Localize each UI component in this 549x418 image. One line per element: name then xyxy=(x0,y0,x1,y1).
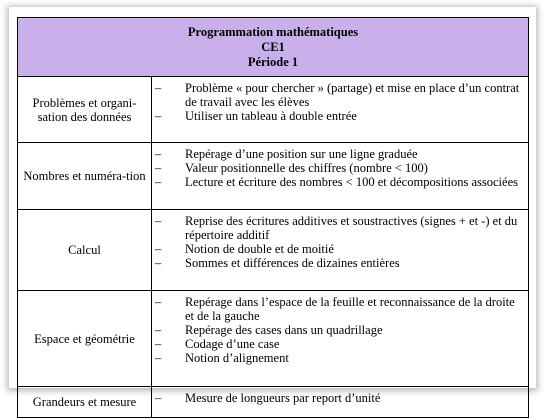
dash-bullet: – xyxy=(155,295,162,309)
dash-bullet: – xyxy=(155,337,162,351)
domain-cell xyxy=(18,387,152,418)
item-text: Utiliser un tableau à double entrée xyxy=(185,109,357,123)
items-cell xyxy=(152,77,529,143)
dash-bullet: – xyxy=(155,214,162,228)
domain-label: Nombres et numéra-tion xyxy=(23,169,146,183)
dash-bullet: – xyxy=(155,161,162,175)
domain-label: Grandeurs et mesure xyxy=(32,395,137,409)
list-item xyxy=(152,175,528,189)
item-text: Problème « pour chercher » (partage) et mise en place d’un contrat de travail avec les élèves xyxy=(185,81,520,109)
list-item xyxy=(152,256,528,270)
dash-bullet: – xyxy=(155,81,162,95)
list-item xyxy=(152,351,528,365)
dash-bullet: – xyxy=(155,147,162,161)
item-text: Valeur positionnelle des chiffres (nombre < 100) xyxy=(185,161,428,175)
header-period: Période 1 xyxy=(247,54,299,69)
domain-label: Calcul xyxy=(68,243,101,257)
domain-cell xyxy=(18,291,152,387)
item-text: Repérage d’une position sur une ligne graduée xyxy=(185,147,418,161)
item-text: Repérage dans l’espace de la feuille et reconnaissance de la droite et de la gauche xyxy=(185,295,515,323)
item-text: Repérage des cases dans un quadrillage xyxy=(185,323,383,337)
programmation-table xyxy=(17,17,529,418)
list-item xyxy=(152,81,528,109)
domain-cell xyxy=(18,77,152,143)
table-row xyxy=(18,77,529,143)
header-title: Programmation mathématiques xyxy=(187,24,359,39)
items-cell xyxy=(152,210,529,291)
dash-bullet: – xyxy=(155,391,162,405)
items-cell xyxy=(152,387,529,418)
list-item xyxy=(152,109,528,123)
list-item xyxy=(152,242,528,256)
items-cell xyxy=(152,291,529,387)
list-item xyxy=(152,295,528,323)
list-item xyxy=(152,161,528,175)
table-header xyxy=(18,18,529,77)
list-item xyxy=(152,147,528,161)
item-text: Mesure de longueurs par report d’unité xyxy=(185,391,381,405)
items-cell xyxy=(152,143,529,210)
list-item xyxy=(152,214,528,242)
dash-bullet: – xyxy=(155,175,162,189)
dash-bullet: – xyxy=(155,242,162,256)
table-row xyxy=(18,387,529,418)
document-frame xyxy=(9,7,536,409)
table-row xyxy=(18,210,529,291)
item-text: Reprise des écritures additives et soustractives (signes + et -) et du répertoire additif xyxy=(185,214,518,242)
domain-label: Espace et géométrie xyxy=(34,331,135,346)
item-text: Sommes et différences de dizaines entières xyxy=(185,256,400,270)
item-text: Notion de double et de moitié xyxy=(185,242,334,256)
dash-bullet: – xyxy=(155,256,162,270)
domain-label: Problèmes et organi-sation des données xyxy=(32,95,137,124)
dash-bullet: – xyxy=(155,109,162,123)
domain-cell xyxy=(18,210,152,291)
table-row xyxy=(18,143,529,210)
dash-bullet: – xyxy=(155,351,162,365)
domain-cell xyxy=(18,143,152,210)
item-text: Codage d’une case xyxy=(185,337,280,351)
item-text: Lecture et écriture des nombres < 100 et décompositions associées xyxy=(185,175,518,189)
item-text: Notion d’alignement xyxy=(185,351,289,365)
table-row xyxy=(18,291,529,387)
dash-bullet: – xyxy=(155,323,162,337)
list-item xyxy=(152,391,528,405)
header-level: CE1 xyxy=(261,39,285,54)
list-item xyxy=(152,337,528,351)
list-item xyxy=(152,323,528,337)
